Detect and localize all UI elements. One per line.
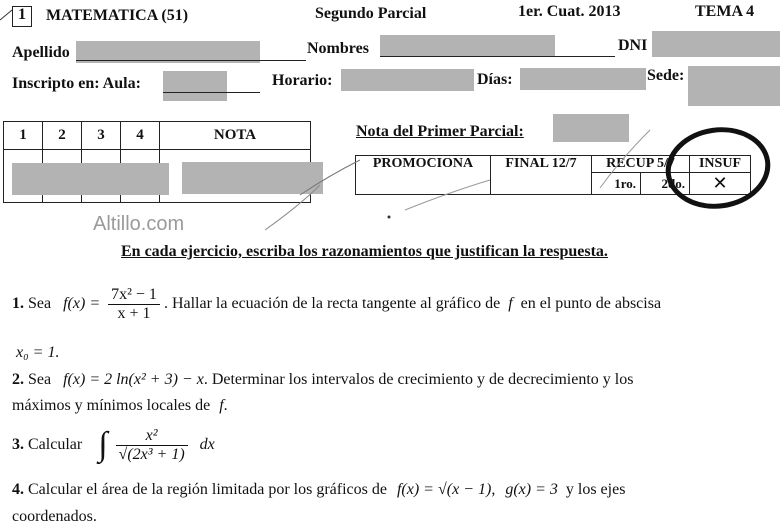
q1-text: . Hallar la ecuación de la recta tangente al gráfico de [163, 295, 501, 313]
recup-cell: RECUP 5/7 [592, 156, 690, 173]
grade-header-4: 4 [121, 122, 160, 150]
q3-dx: dx [199, 436, 215, 453]
instruction: En cada ejercicio, escriba los razonamientos que justifican la respuesta. [121, 243, 608, 260]
q2-text2: máximos y mínimos locales de [12, 397, 211, 414]
q1-fraction [108, 286, 160, 323]
horario-label: Horario: [272, 72, 333, 89]
question-2-line2 [12, 397, 228, 415]
q1-x0: x₀ = 1. [16, 344, 60, 361]
q3-number: 3. [12, 436, 24, 453]
apellido-label: Apellido [12, 44, 70, 61]
question-3 [12, 426, 215, 464]
q1-denominator: x + 1 [117, 305, 151, 322]
promociona-label: PROMOCIONA [372, 156, 474, 171]
q2-sea: Sea [28, 371, 52, 388]
tema-label: TEMA 4 [695, 3, 755, 20]
q1-fx: f(x) = [63, 295, 101, 313]
pen-stroke-1 [0, 10, 12, 20]
q2-expr: f(x) = 2 ln(x² + 3) − x [63, 371, 204, 388]
sede-label: Sede: [647, 67, 685, 84]
grade-header-1: 1 [4, 122, 43, 150]
inscripto-label: Inscripto en: Aula: [12, 75, 141, 92]
pen-stroke-4 [405, 180, 490, 210]
q2-end: . [223, 397, 228, 414]
q4-text3: coordenados. [12, 508, 97, 525]
q2-text: . Determinar los intervalos de crecimiento y de decrecimiento y los [203, 371, 634, 388]
pen-stroke-2 [300, 160, 360, 195]
q4-gx: g(x) = 3 [505, 481, 558, 498]
q3-denominator: √(2x³ + 1) [118, 445, 185, 463]
q1-numerator: 7x² − 1 [108, 286, 160, 305]
q1-text2: en el punto de abscisa [520, 295, 662, 313]
watermark: Altillo.com [93, 213, 185, 235]
q4-text: Calcular el área de la región limitada por los gráficos de [28, 481, 387, 498]
grade-header-2: 2 [43, 122, 82, 150]
q3-numerator: x² [116, 427, 188, 446]
insuf-cell: INSUF [690, 156, 751, 173]
q4-number: 4. [12, 481, 24, 498]
recup-segundo: 2do. [641, 173, 690, 195]
exam-title: Segundo Parcial [315, 5, 427, 22]
dni-label: DNI [618, 37, 648, 54]
grade-header-3: 3 [82, 122, 121, 150]
q4-text2: y los ejes [565, 481, 626, 498]
q2-f: f [219, 397, 224, 414]
q3-fraction [116, 427, 188, 464]
pen-dot [388, 216, 391, 219]
subject-title: MATEMATICA (51) [46, 7, 189, 24]
question-1 [12, 286, 780, 323]
final-label: FINAL 12/7 [505, 156, 577, 171]
pen-stroke-5 [600, 130, 650, 188]
box-number: 1 [18, 6, 26, 23]
q1-sea: Sea [28, 295, 52, 313]
q1-f: f [508, 295, 513, 313]
q3-integral: ∫ [98, 426, 108, 463]
question-4: 4. Calcular el área de la región limitada por los gráficos de f(x) = √(x − 1), g(x) = 3 y los ejes [12, 481, 626, 498]
term-label: 1er. Cuat. 2013 [518, 3, 621, 20]
question-2 [12, 371, 780, 389]
pen-stroke-3 [265, 185, 320, 230]
first-partial-label: Nota del Primer Parcial: [356, 123, 524, 140]
dias-label: Días: [477, 71, 513, 88]
q3-text: Calcular [28, 436, 83, 453]
insuf-mark: ✕ [690, 173, 751, 195]
grade-header-nota: NOTA [160, 122, 311, 150]
recup-primero: 1ro. [592, 173, 641, 195]
q2-number: 2. [12, 371, 24, 388]
nombres-label: Nombres [307, 40, 369, 57]
q4-fx: f(x) = √(x − 1) [396, 481, 492, 498]
q1-number: 1. [12, 295, 24, 313]
